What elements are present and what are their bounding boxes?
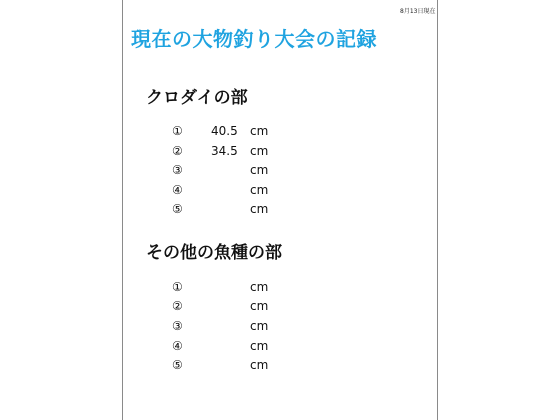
record-row <box>0 163 560 179</box>
rank-number: ① <box>172 124 183 138</box>
record-row <box>0 124 560 140</box>
record-row <box>0 358 560 374</box>
unit-label: cm <box>250 299 269 313</box>
record-row <box>0 202 560 218</box>
rank-number: ⑤ <box>172 358 183 372</box>
rank-number: ② <box>172 144 183 158</box>
section-title-kurodai: クロダイの部 <box>146 88 248 108</box>
unit-label: cm <box>250 202 269 216</box>
record-row <box>0 144 560 160</box>
rank-number: ③ <box>172 163 183 177</box>
unit-label: cm <box>250 280 269 294</box>
record-row <box>0 299 560 315</box>
rank-number: ② <box>172 299 183 313</box>
record-row <box>0 183 560 199</box>
unit-label: cm <box>250 144 269 158</box>
record-value: 40.5 <box>211 124 238 138</box>
rank-number: ④ <box>172 339 183 353</box>
unit-label: cm <box>250 319 269 333</box>
rank-number: ⑤ <box>172 202 183 216</box>
record-row <box>0 339 560 355</box>
unit-label: cm <box>250 163 269 177</box>
unit-label: cm <box>250 358 269 372</box>
record-value: 34.5 <box>211 144 238 158</box>
unit-label: cm <box>250 183 269 197</box>
page-title: 現在の大物釣り大会の記録 <box>131 27 377 51</box>
rank-number: ① <box>172 280 183 294</box>
section-title-other-species: その他の魚種の部 <box>146 243 282 263</box>
unit-label: cm <box>250 124 269 138</box>
rank-number: ③ <box>172 319 183 333</box>
record-row <box>0 319 560 335</box>
record-row <box>0 280 560 296</box>
rank-number: ④ <box>172 183 183 197</box>
date-note: 8月13日現在 <box>400 8 436 15</box>
unit-label: cm <box>250 339 269 353</box>
